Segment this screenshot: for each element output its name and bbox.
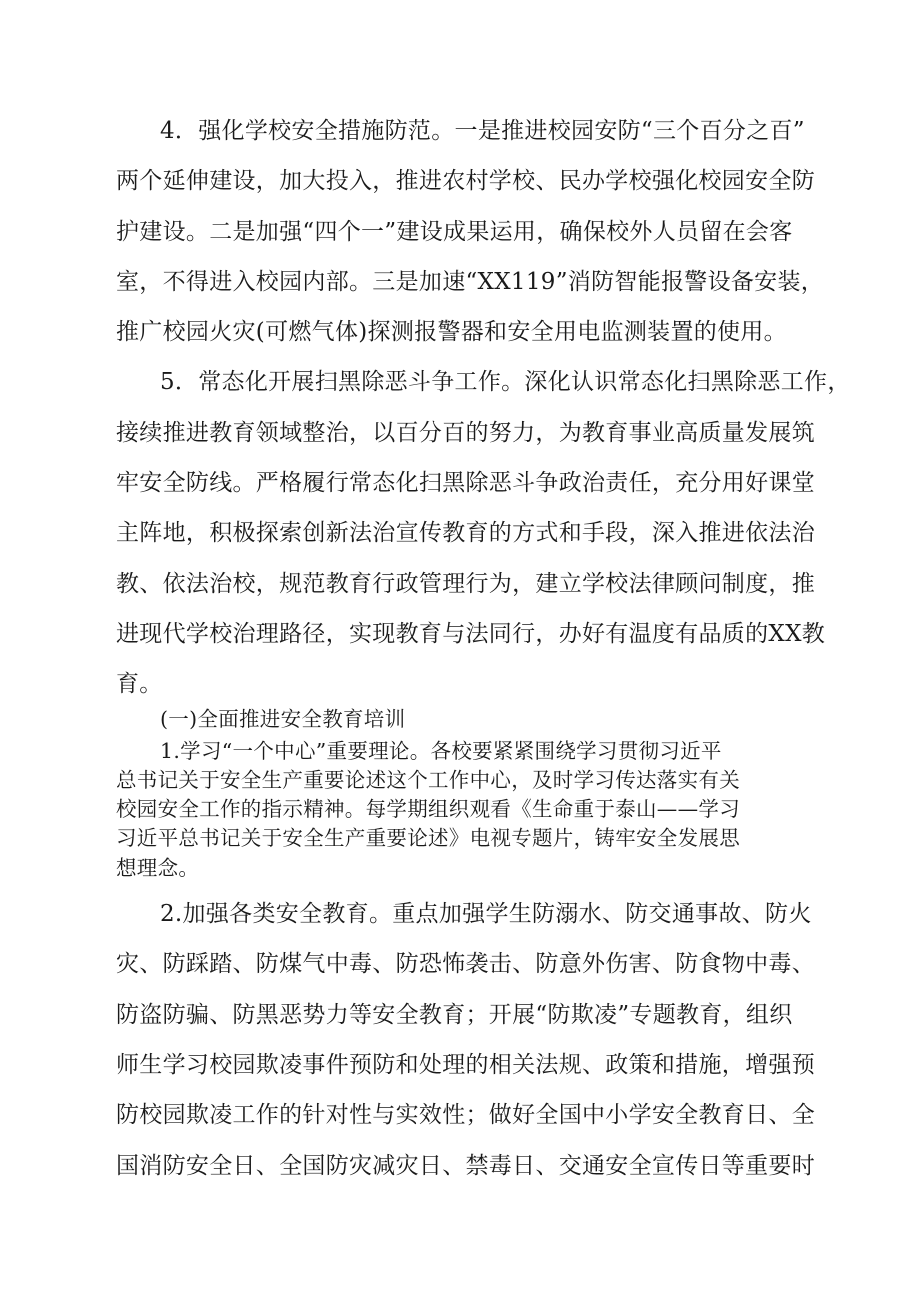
paragraph-line: 2.加强各类安全教育。重点加强学生防溺水、防交通事故、防火 — [160, 901, 812, 927]
paragraph-line: 校园安全工作的指示精神。每学期组织观看《生命重于泰山——学习 — [116, 797, 740, 821]
paragraph-line: 接续推进教育领域整治，以百分百的努力，为教育事业高质量发展筑 — [116, 420, 815, 446]
paragraph-line: 1.学习“一个中心”重要理论。各校要紧紧围绕学习贯彻习近平 — [160, 739, 722, 763]
paragraph-line: 育。 — [116, 671, 163, 697]
paragraph-line: 想理念。 — [116, 856, 200, 880]
paragraph-line: 主阵地，积极探索创新法治宣传教育的方式和手段，深入推进依法治 — [116, 520, 815, 546]
paragraph-line: 防校园欺凌工作的针对性与实效性；做好全国中小学安全教育日、全 — [116, 1102, 815, 1128]
paragraph-line: 灾、防踩踏、防煤气中毒、防恐怖袭击、防意外伤害、防食物中毒、 — [116, 951, 815, 977]
paragraph-line: 推广校园火灾(可燃气体)探测报警器和安全用电监测装置的使用。 — [116, 319, 787, 345]
paragraph-line: 4．强化学校安全措施防范。一是推进校园安防“三个百分之百” — [160, 118, 805, 144]
paragraph-line: 总书记关于安全生产重要论述这个工作中心，及时学习传达落实有关 — [116, 768, 740, 792]
paragraph-line: 师生学习校园欺凌事件预防和处理的相关法规、政策和措施，增强预 — [116, 1052, 815, 1078]
paragraph-line: 教、依法治校，规范教育行政管理行为，建立学校法律顾问制度，推 — [116, 571, 815, 597]
paragraph-line: 室，不得进入校园内部。三是加速“XX119”消防智能报警设备安装， — [116, 269, 825, 295]
paragraph-line: 习近平总书记关于安全生产重要论述》电视专题片，铸牢安全发展思 — [116, 826, 740, 850]
section-heading: (一)全面推进安全教育培训 — [160, 707, 406, 731]
paragraph-line: 进现代学校治理路径，实现教育与法同行，办好有温度有品质的XX教 — [116, 621, 826, 647]
paragraph-line: 两个延伸建设，加大投入，推进农村学校、民办学校强化校园安全防 — [116, 168, 815, 194]
paragraph-line: 国消防安全日、全国防灾减灾日、禁毒日、交通安全宣传日等重要时 — [116, 1153, 815, 1179]
paragraph-line: 防盗防骗、防黑恶势力等安全教育；开展“防欺凌”专题教育，组织 — [116, 1002, 793, 1028]
paragraph-line: 牢安全防线。严格履行常态化扫黑除恶斗争政治责任，充分用好课堂 — [116, 470, 815, 496]
paragraph-line: 5．常态化开展扫黑除恶斗争工作。深化认识常态化扫黑除恶工作， — [160, 369, 851, 395]
paragraph-line: 护建设。二是加强“四个一”建设成果运用，确保校外人员留在会客 — [116, 219, 793, 245]
